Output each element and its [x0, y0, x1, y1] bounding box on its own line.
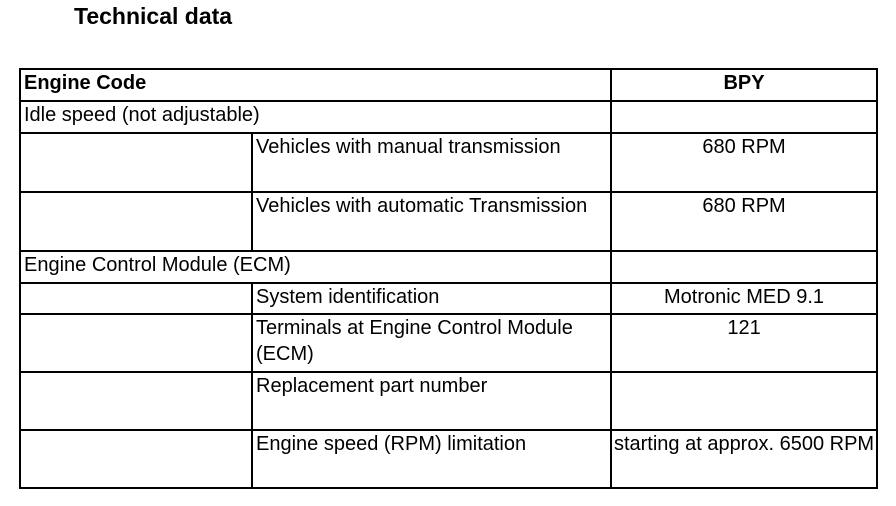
item-value: 680 RPM: [611, 192, 877, 251]
item-value: 680 RPM: [611, 133, 877, 192]
table-row: [20, 133, 877, 192]
item-label: Engine speed (RPM) limitation: [252, 430, 611, 488]
table-row: [20, 430, 877, 488]
indent-cell: [20, 283, 252, 314]
indent-cell: [20, 133, 252, 192]
table-row: [20, 314, 877, 372]
item-value: 121: [611, 314, 877, 372]
item-value: starting at approx. 6500 RPM: [611, 430, 877, 488]
page-title: Technical data: [74, 3, 233, 29]
indent-cell: [20, 430, 252, 488]
item-label: Terminals at Engine Control Module (ECM): [252, 314, 611, 372]
item-value: [611, 372, 877, 430]
table-row: [20, 192, 877, 251]
section-value: [611, 251, 877, 283]
technical-data-table: [19, 68, 878, 489]
item-label: Vehicles with manual transmission: [252, 133, 611, 192]
item-label: System identification: [252, 283, 611, 314]
indent-cell: [20, 314, 252, 372]
section-row: [20, 101, 877, 133]
section-value: [611, 101, 877, 133]
table-row: [20, 283, 877, 314]
header-label: Engine Code: [20, 69, 611, 101]
section-label: Idle speed (not adjustable): [20, 101, 611, 133]
table-header-row: [20, 69, 877, 101]
item-label: Vehicles with automatic Transmission: [252, 192, 611, 251]
section-row: [20, 251, 877, 283]
indent-cell: [20, 372, 252, 430]
indent-cell: [20, 192, 252, 251]
table-row: [20, 372, 877, 430]
header-value: BPY: [611, 69, 877, 101]
section-label: Engine Control Module (ECM): [20, 251, 611, 283]
item-label: Replacement part number: [252, 372, 611, 430]
item-value: Motronic MED 9.1: [611, 283, 877, 314]
